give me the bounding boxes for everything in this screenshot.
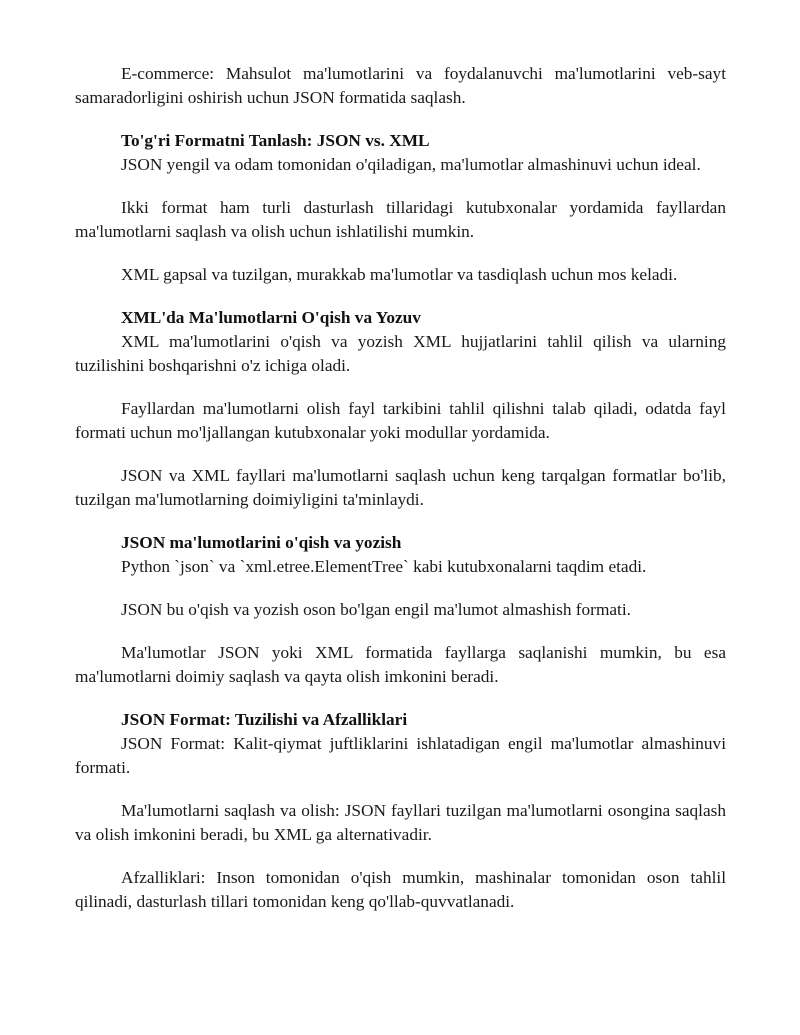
intro-paragraph: E-commerce: Mahsulot ma'lumotlarini va foydalanuvchi ma'lumotlarini veb-sayt samaradorligini oshirish uchun JSON formatida saqlash. — [75, 64, 726, 107]
body-paragraph: Ma'lumotlar JSON yoki XML formatida fayllarga saqlanishi mumkin, bu esa ma'lumotlarni doimiy saqlash va qayta olish imkonini beradi. — [75, 643, 726, 686]
section-xml-read-write — [75, 306, 726, 512]
body-paragraph: Afzalliklari: Inson tomonidan o'qish mumkin, mashinalar tomonidan oson tahlil qilinadi, dasturlash tillari tomonidan keng qo'llab-quvvatlanadi. — [75, 868, 726, 911]
section-json-format — [75, 708, 726, 914]
body-paragraph: Fayllardan ma'lumotlarni olish fayl tarkibini tahlil qilishni talab qiladi, odatda fayl formati uchun mo'ljallangan kutubxonalar yoki modullar yordamida. — [75, 399, 726, 442]
section-heading: JSON Format: Tuzilishi va Afzalliklari — [121, 710, 408, 729]
section-heading: XML'da Ma'lumotlarni O'qish va Yozuv — [121, 308, 421, 327]
section-heading: JSON ma'lumotlarini o'qish va yozish — [121, 533, 402, 552]
body-paragraph: JSON bu o'qish va yozish oson bo'lgan engil ma'lumot almashish formati. — [121, 600, 631, 619]
body-paragraph: XML ma'lumotlarini o'qish va yozish XML hujjatlarini tahlil qilish va ularning tuzilishini boshqarishni o'z ichiga oladi. — [75, 332, 726, 375]
section-format-choice — [75, 129, 726, 287]
body-paragraph: JSON yengil va odam tomonidan o'qiladigan, ma'lumotlar almashinuvi uchun ideal. — [121, 155, 701, 174]
body-paragraph: Ikki format ham turli dasturlash tillaridagi kutubxonalar yordamida fayllardan ma'lumotlarni saqlash va olish uchun ishlatilishi mumkin. — [75, 198, 726, 241]
body-paragraph: Ma'lumotlarni saqlash va olish: JSON fayllari tuzilgan ma'lumotlarni osongina saqlash va olish imkonini beradi, bu XML ga alternativadir. — [75, 801, 726, 844]
body-paragraph: XML gapsal va tuzilgan, murakkab ma'lumotlar va tasdiqlash uchun mos keladi. — [121, 265, 678, 284]
body-paragraph: JSON va XML fayllari ma'lumotlarni saqlash uchun keng tarqalgan formatlar bo'lib, tuzilgan ma'lumotlarning doimiyligini ta'minlaydi. — [75, 466, 726, 509]
body-paragraph: Python `json` va `xml.etree.ElementTree` kabi kutubxonalarni taqdim etadi. — [121, 557, 647, 576]
section-heading: To'g'ri Formatni Tanlash: JSON vs. XML — [121, 131, 430, 150]
body-paragraph: JSON Format: Kalit-qiymat juftliklarini ishlatadigan engil ma'lumotlar almashinuvi formati. — [75, 734, 726, 777]
section-json-read-write — [75, 531, 726, 689]
document-page — [75, 62, 726, 933]
